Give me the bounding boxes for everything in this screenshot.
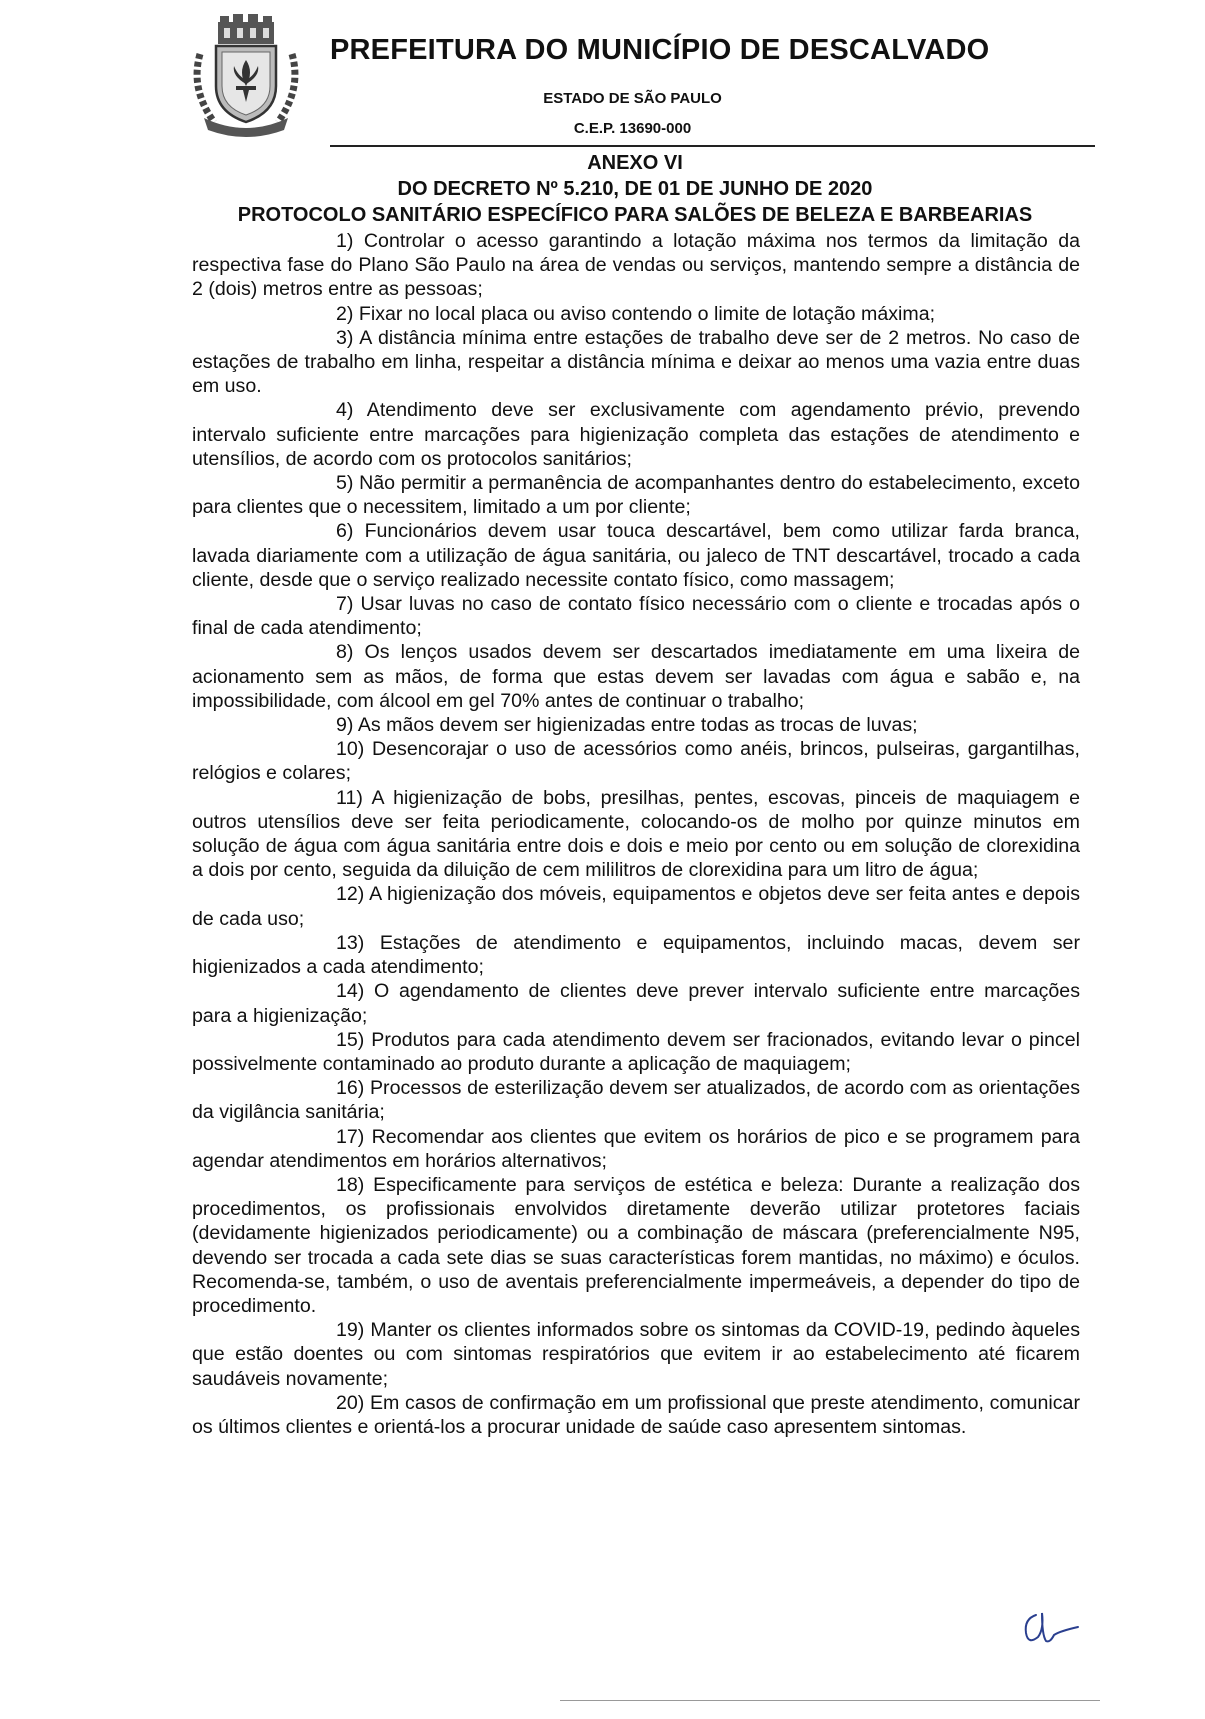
decree-title: DO DECRETO Nº 5.210, DE 01 DE JUNHO DE 2020 xyxy=(397,178,873,200)
item-text: Os lenços usados devem ser descartados imediatamente em uma lixeira de acionamento sem as mãos, de forma que estas devem ser lavadas com água e sabão e, na impossibilidade, com álcool em gel 70% antes de continuar o trabalho; xyxy=(192,641,1080,712)
item-text: Estações de atendimento e equipamentos, incluindo macas, devem ser higienizados a cada atendimento; xyxy=(192,931,1080,979)
protocol-item xyxy=(192,471,1080,519)
protocol-item xyxy=(192,519,1080,592)
item-number: 18) xyxy=(336,1173,365,1196)
item-number: 4) xyxy=(336,399,354,422)
item-number: 12) xyxy=(336,883,365,906)
coat-of-arms-icon xyxy=(186,14,306,139)
item-text: O agendamento de clientes deve prever intervalo suficiente entre marcações para a higienização; xyxy=(192,980,1080,1027)
item-text: As mãos devem ser higienizadas entre todas as trocas de luvas; xyxy=(357,714,918,737)
protocol-items xyxy=(192,229,1080,1439)
protocol-item xyxy=(192,1391,1080,1439)
item-number: 8) xyxy=(336,641,354,664)
protocol-item xyxy=(192,302,1080,326)
item-text: A distância mínima entre estações de trabalho deve ser de 2 metros. No caso de estações de trabalho em linha, respeitar a distância mínima e deixar ao menos uma vazia entre duas em uso. xyxy=(192,326,1080,398)
item-text: A higienização dos móveis, equipamentos e objetos deve ser feita antes e depois de cada uso; xyxy=(192,883,1080,930)
item-text: Não permitir a permanência de acompanhantes dentro do estabelecimento, exceto para clientes que o necessitem, limitado a um por cliente; xyxy=(192,472,1080,519)
item-text: Manter os clientes informados sobre os sintomas da COVID-19, pedindo àqueles que estão doentes ou com sintomas respiratórios que evitem ir ao estabelecimento até ficarem saudáveis novamente; xyxy=(192,1319,1080,1390)
protocol-title: PROTOCOLO SANITÁRIO ESPECÍFICO PARA SALÕES DE BELEZA E BARBEARIAS xyxy=(237,204,1033,226)
item-number: 6) xyxy=(336,520,354,543)
item-text: Em casos de confirmação em um profissional que preste atendimento, comunicar os últimos clientes e orientá-los a procurar unidade de saúde caso apresentem sintomas. xyxy=(192,1391,1080,1438)
item-number: 9) xyxy=(336,714,354,737)
protocol-item xyxy=(192,1173,1080,1318)
item-text: Fixar no local placa ou aviso contendo o limite de lotação máxima; xyxy=(358,302,936,325)
item-number: 14) xyxy=(336,980,365,1003)
item-text: Usar luvas no caso de contato físico necessário com o cliente e trocadas após o final de cada atendimento; xyxy=(192,593,1081,640)
item-number: 10) xyxy=(336,738,365,761)
protocol-item xyxy=(192,882,1080,930)
protocol-item xyxy=(192,640,1080,713)
protocol-item xyxy=(192,592,1080,640)
item-text: Funcionários devem usar touca descartável, bem como utilizar farda branca, lavada diariamente com a utilização de água sanitária, ou jaleco de TNT descartável, trocado a cada cliente, desde que o serviço realizado necessite contato físico, como massagem; xyxy=(192,520,1080,591)
item-number: 2) xyxy=(336,302,354,325)
signature-initials xyxy=(1020,1605,1082,1647)
protocol-item xyxy=(192,786,1080,883)
state-line: ESTADO DE SÃO PAULO xyxy=(543,90,722,107)
item-text: Especificamente para serviços de estética e beleza: Durante a realização dos procedimentos, os profissionais envolvidos diretamente deverão utilizar protetores faciais (devidamente higienizados periodicamente) ou a combinação de máscara (preferencialmente N95, devendo ser trocada a cada sete dias se suas características forem mantidas, no máximo) e óculos. Recomenda-se, também, o uso de aventais preferencialmente impermeáveis, a depender do tipo de procedimento. xyxy=(192,1173,1080,1317)
protocol-item xyxy=(192,1125,1080,1173)
item-number: 13) xyxy=(336,931,365,954)
protocol-item xyxy=(192,1076,1080,1124)
protocol-item xyxy=(192,398,1080,471)
protocol-item xyxy=(192,1028,1080,1076)
protocol-item xyxy=(192,1318,1080,1391)
protocol-item xyxy=(192,979,1080,1027)
item-text: Produtos para cada atendimento devem ser fracionados, evitando levar o pincel possivelmente contaminado ao produto durante a aplicação de maquiagem; xyxy=(192,1028,1080,1075)
item-number: 19) xyxy=(336,1319,365,1342)
item-text: Atendimento deve ser exclusivamente com agendamento prévio, prevendo intervalo suficiente entre marcações para higienização completa das estações de atendimento e utensílios, de acordo com os protocolos sanitários; xyxy=(192,399,1080,470)
item-number: 15) xyxy=(336,1028,365,1051)
protocol-item xyxy=(192,931,1080,979)
footer-divider xyxy=(560,1700,1100,1701)
item-number: 16) xyxy=(336,1077,365,1100)
item-number: 7) xyxy=(336,593,354,616)
cep-line: C.E.P. 13690-000 xyxy=(573,120,692,137)
protocol-item xyxy=(192,326,1080,399)
item-text: Desencorajar o uso de acessórios como anéis, brincos, pulseiras, gargantilhas, relógios e colares; xyxy=(192,738,1080,785)
org-name: PREFEITURA DO MUNICÍPIO DE DESCALVADO xyxy=(330,34,990,66)
header-divider xyxy=(330,145,1095,147)
item-text: Recomendar aos clientes que evitem os horários de pico e se programem para agendar atendimentos em horários alternativos; xyxy=(192,1125,1080,1172)
item-number: 3) xyxy=(336,326,354,349)
protocol-item xyxy=(192,737,1080,785)
item-text: Controlar o acesso garantindo a lotação máxima nos termos da limitação da respectiva fase do Plano São Paulo na área de vendas ou serviços, mantendo sempre a distância de 2 (dois) metros entre as pessoas; xyxy=(192,230,1080,301)
item-number: 11) xyxy=(336,786,363,809)
item-number: 20) xyxy=(336,1391,365,1414)
item-text: A higienização de bobs, presilhas, pentes, escovas, pinceis de maquiagem e outros utensílios deve ser feita periodicamente, colocando-os de molho por quinze minutos em solução de água com água sanitária entre dois e dois e meio por cento ou em solução de clorexidina a dois por cento, seguida da diluição de cem mililitros de clorexidina para um litro de água; xyxy=(192,786,1080,882)
item-text: Processos de esterilização devem ser atualizados, de acordo com as orientações da vigilância sanitária; xyxy=(192,1077,1080,1124)
protocol-item xyxy=(192,229,1080,302)
item-number: 1) xyxy=(336,230,354,252)
item-number: 17) xyxy=(336,1125,365,1148)
annex-title: ANEXO VI xyxy=(587,152,683,174)
protocol-item xyxy=(192,713,1080,737)
item-number: 5) xyxy=(336,472,354,495)
